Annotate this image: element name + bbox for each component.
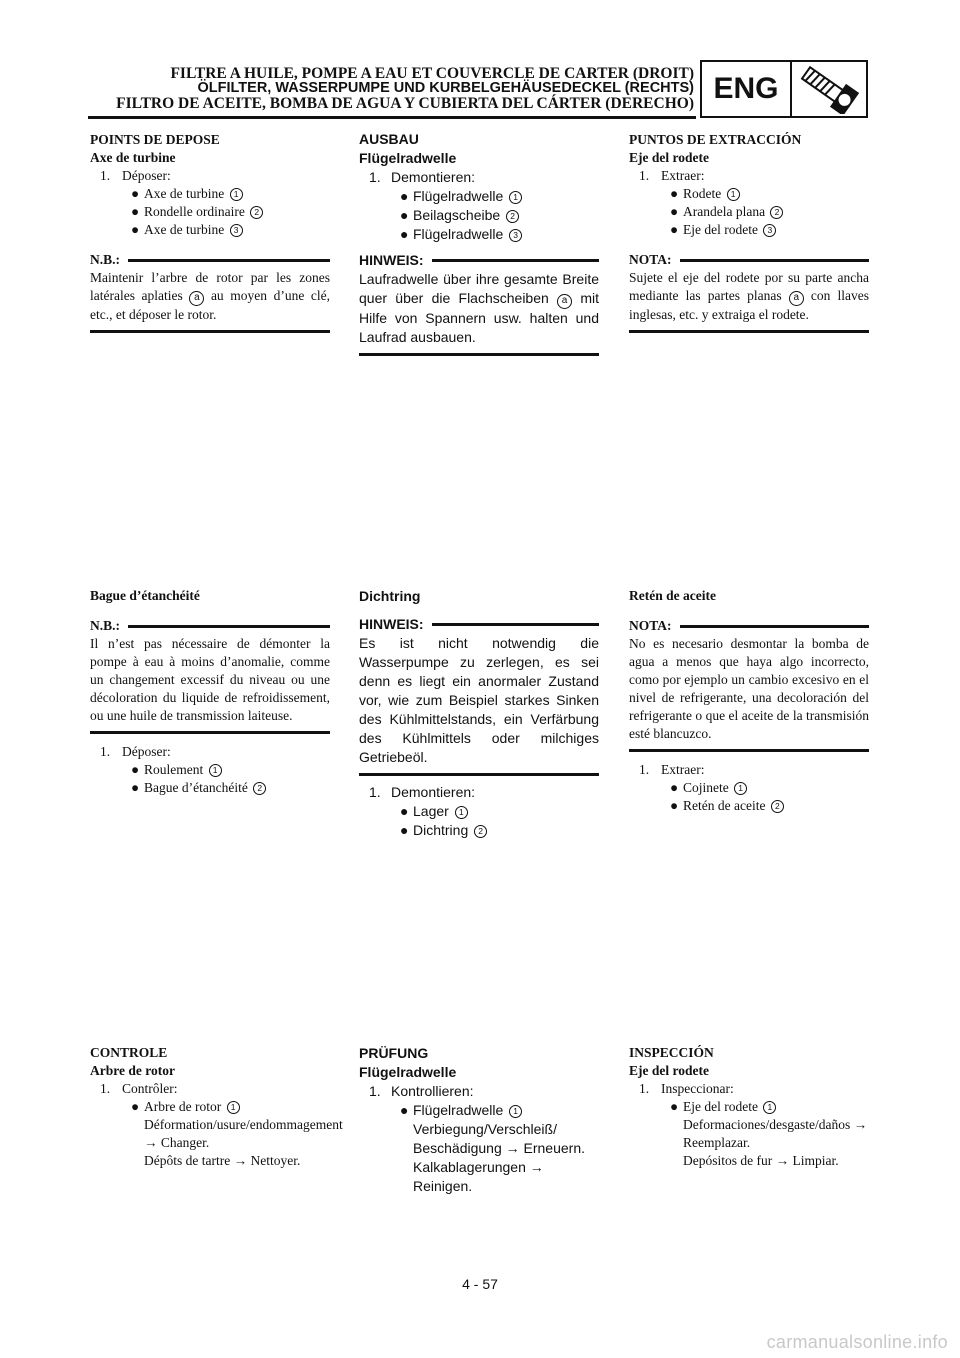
eng-badge (700, 60, 868, 118)
inspection-fr (90, 1044, 343, 1170)
list-item: ● Arandela plana 2 (629, 203, 869, 221)
list-item: ● Axe de turbine 3 (90, 221, 330, 239)
note-body: Laufradwelle über ihre gesamte Breite quer über die Flachscheiben a mit Hilfe von Spannern usw. halten und Laufrad ausbauen. (359, 271, 599, 345)
inspection-line: Déformation/usure/endommagement → Changer. (144, 1117, 343, 1150)
list-item: ● Retén de aceite 2 (629, 797, 869, 815)
section-subheading: Eje del rodete (629, 1063, 709, 1078)
step: 1. Déposer: (100, 168, 171, 183)
oil-seal-de (359, 587, 599, 840)
list-item: ● Flügelradwelle 3 (359, 225, 599, 244)
section-heading: AUSBAU (359, 131, 419, 147)
oil-seal-fr (90, 587, 330, 797)
watermark[interactable]: carmanualsonline.info (766, 1332, 948, 1352)
note-body: Maintenir l’arbre de rotor par les zones latérales aplaties a au moyen d’une clé, etc., et déposer le rotor. (90, 270, 330, 322)
eng-label: ENG (702, 62, 792, 116)
section-heading: Retén de aceite (629, 588, 716, 603)
list-item: ● Cojinete 1 (629, 779, 869, 797)
section-subheading: Axe de turbine (90, 150, 176, 165)
header-rule (88, 116, 696, 119)
note-heading: N.B.: (90, 251, 330, 269)
title-de: ÖLFILTER, WASSERPUMPE UND KURBELGEHÄUSEDECKEL (RECHTS) (197, 80, 694, 96)
section-heading: PUNTOS DE EXTRACCIÓN (629, 132, 802, 147)
title-fr: FILTRE A HUILE, POMPE A EAU ET COUVERCLE DE CARTER (DROIT) (170, 65, 694, 82)
list-item: ● Bague d’étanchéité 2 (90, 779, 330, 797)
list-item: ● Rodete 1 (629, 185, 869, 203)
step: 1. Kontrollieren: (369, 1083, 474, 1099)
note-heading: NOTA: (629, 617, 869, 635)
section-heading: CONTROLE (90, 1045, 168, 1060)
inspection-line: Verbiegung/Verschleiß/ Beschädigung → Erneuern. (413, 1121, 585, 1156)
header-titles (116, 66, 694, 111)
inspection-line: Deformaciones/desgaste/daños → Reemplazar. (683, 1117, 868, 1150)
section-heading: Dichtring (359, 588, 421, 604)
step: 1. Extraer: (639, 168, 705, 183)
inspection-es (629, 1044, 869, 1170)
note-body: Sujete el eje del rodete por su parte ancha mediante las partes planas a con llaves inglesas, etc. y extraiga el rodete. (629, 270, 870, 322)
removal-es (629, 131, 869, 333)
engine-bolt-icon (792, 62, 866, 116)
section-heading: Bague d’étanchéité (90, 588, 200, 603)
inspection-de (359, 1044, 599, 1196)
list-item: ● Arbre de rotor 1 (90, 1098, 330, 1116)
list-item: ● Flügelradwelle 1 (359, 187, 599, 206)
page-number: 4 - 57 (462, 1276, 498, 1292)
inspection-line: Dépôts de tartre → Nettoyer. (144, 1153, 301, 1168)
step: 1. Extraer: (639, 762, 705, 777)
note-body: No es necesario desmontar la bomba de agua a menos que haya algo incorrecto, como por ejemplo un cambio excesivo en el nivel de refrigerante, una decoloración del refrigerante o que el aceite de la transmisión esté blancuzco. (629, 636, 869, 741)
title-es: FILTRO DE ACEITE, BOMBA DE AGUA Y CUBIERTA DEL CÁRTER (DERECHO) (116, 95, 694, 112)
list-item: ● Eje del rodete 3 (629, 221, 869, 239)
section-heading: POINTS DE DEPOSE (90, 132, 220, 147)
step: 1. Déposer: (100, 744, 171, 759)
step: 1. Demontieren: (369, 169, 476, 185)
section-subheading: Eje del rodete (629, 150, 709, 165)
note-body: Es ist nicht notwendig die Wasserpumpe zu zerlegen, es sei denn es liegt ein anormaler Zustand vor, wie zum Beispiel starkes Sinken des Kühlmittelstands, ein Verfärbung des Kühlmittels oder milchiges Getriebeöl. (359, 635, 599, 765)
list-item: ● Roulement 1 (90, 761, 330, 779)
removal-fr (90, 131, 330, 333)
note-body: Il n’est pas nécessaire de démonter la pompe à eau à moins d’anomalie, comme un changement excessif du niveau ou une décoloration du liquide de refroidissement, ou une huile de transmission laiteuse. (90, 636, 330, 723)
list-item: ● Rondelle ordinaire 2 (90, 203, 330, 221)
note-heading: N.B.: (90, 617, 330, 635)
section-subheading: Arbre de rotor (90, 1063, 175, 1078)
note-heading: NOTA: (629, 251, 869, 269)
note-end-rule (90, 330, 330, 333)
section-heading: INSPECCIÓN (629, 1045, 714, 1060)
note-end-rule (629, 330, 869, 333)
removal-de (359, 130, 599, 356)
list-item: ● Beilagscheibe 2 (359, 206, 599, 225)
note-heading: HINWEIS: (359, 615, 599, 634)
list-item: ● Axe de turbine 1 (90, 185, 330, 203)
note-heading: HINWEIS: (359, 251, 599, 270)
step: 1. Contrôler: (100, 1081, 178, 1096)
inspection-line: Depósitos de fur → Limpiar. (683, 1153, 839, 1168)
step: 1. Demontieren: (369, 784, 476, 800)
inspection-line: Kalkablagerungen → Reinigen. (413, 1159, 544, 1194)
step: 1. Inspeccionar: (639, 1081, 734, 1096)
section-heading: PRÜFUNG (359, 1045, 429, 1061)
oil-seal-es (629, 587, 869, 815)
note-end-rule (359, 353, 599, 356)
list-item: ● Flügelradwelle 1 (359, 1101, 599, 1120)
section-subheading: Flügelradwelle (359, 150, 457, 166)
list-item: ● Lager 1 (359, 802, 599, 821)
section-subheading: Flügelradwelle (359, 1064, 457, 1080)
list-item: ● Eje del rodete 1 (629, 1098, 869, 1116)
list-item: ● Dichtring 2 (359, 821, 599, 840)
